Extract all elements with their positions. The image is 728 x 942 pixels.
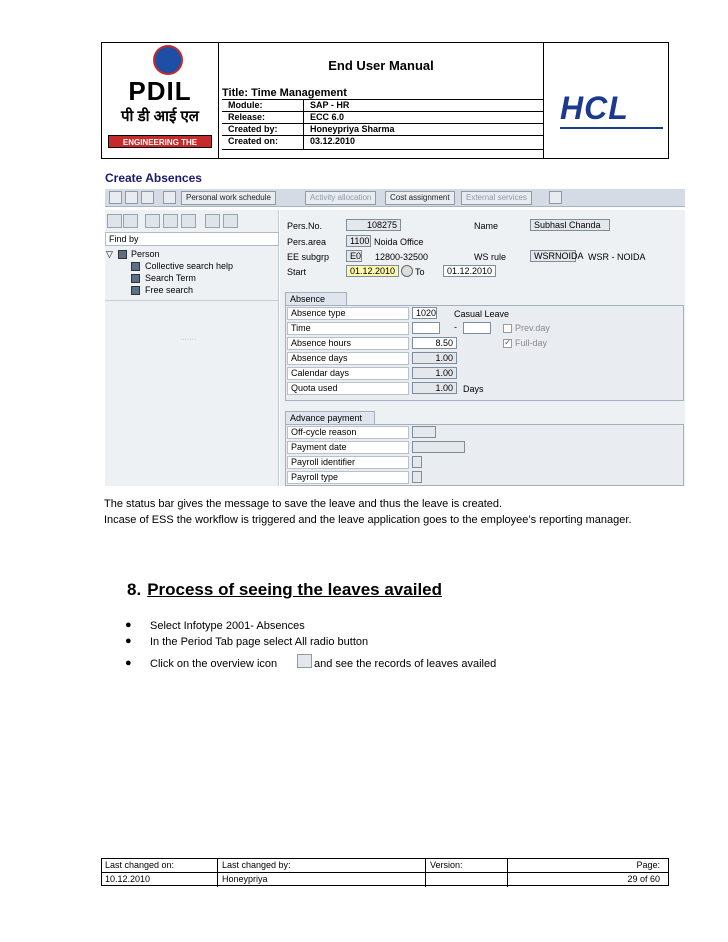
document-subtitle: Title: Time Management xyxy=(222,87,347,99)
pdil-logo-text: PDIL xyxy=(128,76,192,106)
payroll-type-label: Payroll type xyxy=(287,471,409,484)
bullet-item: Select Infotype 2001- Absences xyxy=(150,620,305,632)
sap-screen-title: Create Absences xyxy=(105,171,202,185)
pdil-logo-hindi: पी डी आई एल xyxy=(121,108,199,125)
arrow-right-icon[interactable] xyxy=(123,214,138,228)
deselect-icon[interactable] xyxy=(181,214,196,228)
ws-rule-code-field[interactable]: WSRNOIDA xyxy=(530,250,576,262)
meta-key: Created by: xyxy=(228,124,278,134)
absence-hours-field[interactable]: 8.50 xyxy=(412,337,457,349)
hcl-logo: HCL xyxy=(560,90,629,126)
absence-days-label: Absence days xyxy=(287,352,409,365)
ee-subgrp-code-field[interactable]: E0 xyxy=(346,250,362,262)
payroll-identifier-field[interactable] xyxy=(412,456,422,468)
time-from-field[interactable] xyxy=(412,322,440,334)
bullet-item: In the Period Tab page select All radio button xyxy=(150,636,369,648)
ee-subgrp-label: EE subgrp xyxy=(287,252,330,262)
meta-value: Honeypriya Sharma xyxy=(310,124,395,134)
time-to-field[interactable] xyxy=(463,322,491,334)
pers-area-text: Noida Office xyxy=(374,237,424,247)
tree-expand-icon[interactable]: ▽ xyxy=(106,249,113,259)
absence-type-field[interactable]: 1020 xyxy=(412,307,437,319)
list-icon[interactable] xyxy=(145,214,160,228)
pers-no-field[interactable]: 108275 xyxy=(346,219,401,231)
pers-area-label: Pers.area xyxy=(287,237,327,247)
footer-last-changed-by-label: Last changed by: xyxy=(222,860,291,870)
cost-assignment-button[interactable]: Cost assignment xyxy=(385,191,455,205)
name-field[interactable]: Subhasl Chanda xyxy=(530,219,610,231)
off-cycle-reason-field[interactable] xyxy=(412,426,436,438)
delete-icon[interactable] xyxy=(141,191,154,204)
footer-last-changed-on-label: Last changed on: xyxy=(105,860,175,870)
payroll-type-field[interactable] xyxy=(412,471,422,483)
bullet-icon: ● xyxy=(125,619,132,631)
footer-page-number: 29 of 60 xyxy=(627,874,660,884)
to-label: To xyxy=(415,267,425,277)
off-cycle-reason-label: Off-cycle reason xyxy=(287,426,409,439)
arrow-left-icon[interactable] xyxy=(107,214,122,228)
calendar-days-label: Calendar days xyxy=(287,367,409,380)
footer-version-label: Version: xyxy=(430,860,463,870)
bullet-icon: ● xyxy=(125,635,132,647)
overview-icon xyxy=(297,654,312,668)
absence-type-text: Casual Leave xyxy=(454,309,510,319)
section-number: 8. xyxy=(127,580,142,599)
tree-node-free-search[interactable]: Free search xyxy=(145,285,194,295)
quota-unit: Days xyxy=(463,384,484,394)
sap-application-toolbar xyxy=(105,189,685,207)
document-title: End User Manual xyxy=(328,58,434,73)
footer-divider xyxy=(507,859,508,887)
meta-key: Release: xyxy=(228,112,266,122)
absence-days-field[interactable]: 1.00 xyxy=(412,352,457,364)
footer-divider xyxy=(425,859,426,887)
quota-used-field[interactable]: 1.00 xyxy=(412,382,457,394)
section-title: Process of seeing the leaves availed xyxy=(147,580,443,599)
pdil-tagline: ENGINEERING THE FUTURE xyxy=(108,135,212,148)
free-search-icon xyxy=(131,286,140,295)
prev-day-checkbox[interactable] xyxy=(503,324,512,333)
pdil-globe-icon xyxy=(153,45,183,75)
tree-node-search-term[interactable]: Search Term xyxy=(145,273,196,283)
bullet-item-continuation: and see the records of leaves availed xyxy=(314,658,497,670)
personal-work-schedule-button[interactable]: Personal work schedule xyxy=(181,191,276,205)
splitter-grip[interactable]: ······· xyxy=(180,336,197,343)
time-label: Time xyxy=(287,322,409,335)
person-icon xyxy=(118,250,127,259)
payroll-identifier-label: Payroll identifier xyxy=(287,456,409,469)
start-date-field[interactable]: 01.12.2010 xyxy=(346,265,399,277)
tree-node-person[interactable]: Person xyxy=(131,249,160,259)
search-help-icon xyxy=(131,262,140,271)
find-by-header: Find by xyxy=(105,232,279,246)
absence-type-label: Absence type xyxy=(287,307,409,320)
section-heading xyxy=(127,580,442,600)
footer-last-changed-by: Honeypriya xyxy=(222,874,268,884)
calendar-days-field[interactable]: 1.00 xyxy=(412,367,457,379)
footer-divider xyxy=(102,872,668,873)
meta-value: 03.12.2010 xyxy=(310,136,356,146)
absence-group-tab: Absence xyxy=(285,292,347,305)
body-paragraph: Incase of ESS the workflow is triggered and the leave application goes to the employee’s reporting manager. xyxy=(104,514,632,526)
pers-area-code-field[interactable]: 1100 xyxy=(346,235,371,247)
document-footer xyxy=(101,858,669,886)
start-label: Start xyxy=(287,267,307,277)
meta-row-created-by xyxy=(222,123,543,135)
payment-date-label: Payment date xyxy=(287,441,409,454)
select-icon[interactable] xyxy=(163,214,178,228)
pers-no-label: Pers.No. xyxy=(287,221,323,231)
tree-node-collective-search[interactable]: Collective search help xyxy=(145,261,234,271)
end-date-field[interactable]: 01.12.2010 xyxy=(443,265,496,277)
external-services-button[interactable]: External services xyxy=(461,191,532,205)
meta-row-created-on xyxy=(222,135,543,147)
sort-icon[interactable] xyxy=(223,214,238,228)
date-toggle-icon[interactable] xyxy=(401,265,413,277)
full-day-label: Full-day xyxy=(515,338,548,348)
payment-date-field[interactable] xyxy=(412,441,465,453)
navigator-splitter[interactable] xyxy=(105,300,279,301)
overview-icon[interactable] xyxy=(109,191,122,204)
copy-icon[interactable] xyxy=(125,191,138,204)
ws-rule-text: WSR - NOIDA xyxy=(588,252,646,262)
navigator-toolbar xyxy=(105,212,279,230)
prev-day-label: Prev.day xyxy=(515,323,550,333)
schedule-icon[interactable] xyxy=(163,191,176,204)
meta-value: ECC 6.0 xyxy=(310,112,345,122)
activity-allocation-button[interactable]: Activity allocation xyxy=(305,191,376,205)
full-day-checkbox[interactable] xyxy=(503,339,512,348)
meta-key: Created on: xyxy=(228,136,279,146)
meta-row-module xyxy=(222,99,543,111)
bullet-icon: ● xyxy=(125,657,132,669)
ws-rule-label: WS rule xyxy=(474,252,507,262)
meta-row-release xyxy=(222,111,543,123)
advance-payment-tab: Advance payment xyxy=(285,411,375,424)
body-paragraph: The status bar gives the message to save the leave and thus the leave is created. xyxy=(104,498,503,510)
meta-value: SAP - HR xyxy=(310,100,350,110)
hcl-logo-underline xyxy=(560,127,663,129)
footer-last-changed-on: 10.12.2010 xyxy=(105,874,151,884)
filter-icon[interactable] xyxy=(205,214,220,228)
footer-divider xyxy=(217,859,218,887)
search-term-icon xyxy=(131,274,140,283)
meta-key: Module: xyxy=(228,100,263,110)
absence-hours-label: Absence hours xyxy=(287,337,409,350)
bullet-item: Click on the overview icon xyxy=(150,658,278,670)
meta-divider xyxy=(303,99,304,149)
quota-used-label: Quota used xyxy=(287,382,409,395)
meta-divider xyxy=(222,149,543,150)
ee-subgrp-text: 12800-32500 xyxy=(375,252,429,262)
footer-page-label: Page: xyxy=(636,860,660,870)
name-label: Name xyxy=(474,221,499,231)
save-icon[interactable] xyxy=(549,191,562,204)
time-separator: - xyxy=(454,322,457,332)
